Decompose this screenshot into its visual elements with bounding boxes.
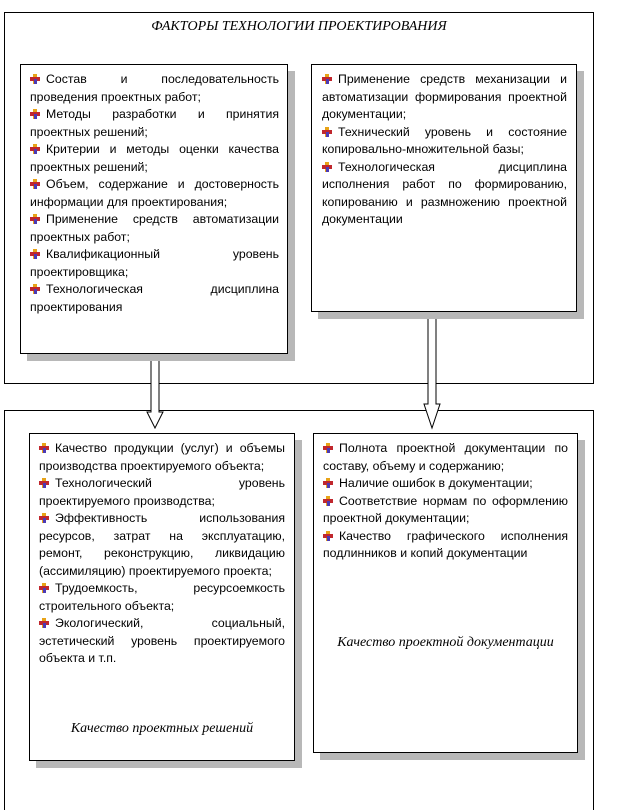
- bullet-icon: [323, 496, 333, 506]
- list-item: Трудоемкость, ресурсоемкость строительного объекта;: [39, 581, 285, 613]
- diagram-title: ФАКТОРЫ ТЕХНОЛОГИИ ПРОЕКТИРОВАНИЯ: [151, 19, 447, 34]
- arrow-right: [424, 312, 440, 428]
- bullet-icon: [322, 127, 332, 137]
- design-technology-factors-box: [20, 64, 288, 354]
- list-item: Качество графического исполнения подлинников и копий документации: [323, 528, 568, 560]
- documentation-quality-box: [313, 433, 578, 753]
- design-decisions-quality-caption: Качество проектных решений: [70, 721, 254, 736]
- list-item: Технологический уровень проектируемого производства;: [39, 476, 285, 508]
- list-item: Применение средств автоматизации проектных работ;: [30, 212, 279, 244]
- list-item: Состав и последовательность проведения проектных работ;: [30, 72, 279, 104]
- design-decisions-quality-box: [29, 433, 295, 761]
- list-item: Наличие ошибок в документации;: [323, 475, 568, 493]
- list-item: Технический уровень и состояние копировально-множительной базы;: [322, 124, 567, 156]
- bullet-icon: [30, 214, 40, 224]
- bullet-icon: [39, 478, 49, 488]
- bullet-icon: [30, 284, 40, 294]
- list-item: Эффективность использования ресурсов, затрат на эксплуатацию, ремонт, реконструкцию, ликвидацию (ассимиляцию) проектируемого проекта;: [39, 511, 285, 578]
- bullet-icon: [322, 74, 332, 84]
- bullet-icon: [39, 443, 49, 453]
- list-item: Полнота проектной документации по составу, объему и содержанию;: [323, 441, 568, 473]
- bullet-icon: [30, 144, 40, 154]
- list-item: Экологический, социальный, эстетический уровень проектируемого объекта и т.п.: [39, 616, 285, 665]
- bullet-icon: [30, 74, 40, 84]
- bullet-icon: [323, 531, 333, 541]
- list-item: Технологическая дисциплина исполнения работ по формированию, копированию и размножению проектной документации: [322, 159, 567, 226]
- list-item: Критерии и методы оценки качества проектных решений;: [30, 142, 279, 174]
- bullet-icon: [323, 478, 333, 488]
- list-item: Соответствие нормам по оформлению проектной документации;: [323, 493, 568, 525]
- bullet-icon: [30, 179, 40, 189]
- documentation-quality-caption: Качество проектной документации: [337, 635, 554, 650]
- list-item: Объем, содержание и достоверность информации для проектирования;: [30, 177, 279, 209]
- list-item: Квалификационный уровень проектировщика;: [30, 247, 279, 279]
- bullet-icon: [323, 443, 333, 453]
- list-item: Применение средств механизации и автоматизации формирования проектной документации;: [322, 72, 567, 121]
- bullet-icon: [39, 618, 49, 628]
- bullet-icon: [30, 109, 40, 119]
- list-item: Технологическая дисциплина проектирования: [30, 282, 279, 314]
- bullet-icon: [39, 513, 49, 523]
- bullet-icon: [39, 583, 49, 593]
- documentation-technology-factors-box: [311, 64, 577, 312]
- list-item: Методы разработки и принятия проектных решений;: [30, 107, 279, 139]
- bullet-icon: [30, 249, 40, 259]
- arrow-left: [147, 354, 163, 428]
- bullet-icon: [322, 162, 332, 172]
- list-item: Качество продукции (услуг) и объемы производства проектируемого объекта;: [39, 441, 285, 473]
